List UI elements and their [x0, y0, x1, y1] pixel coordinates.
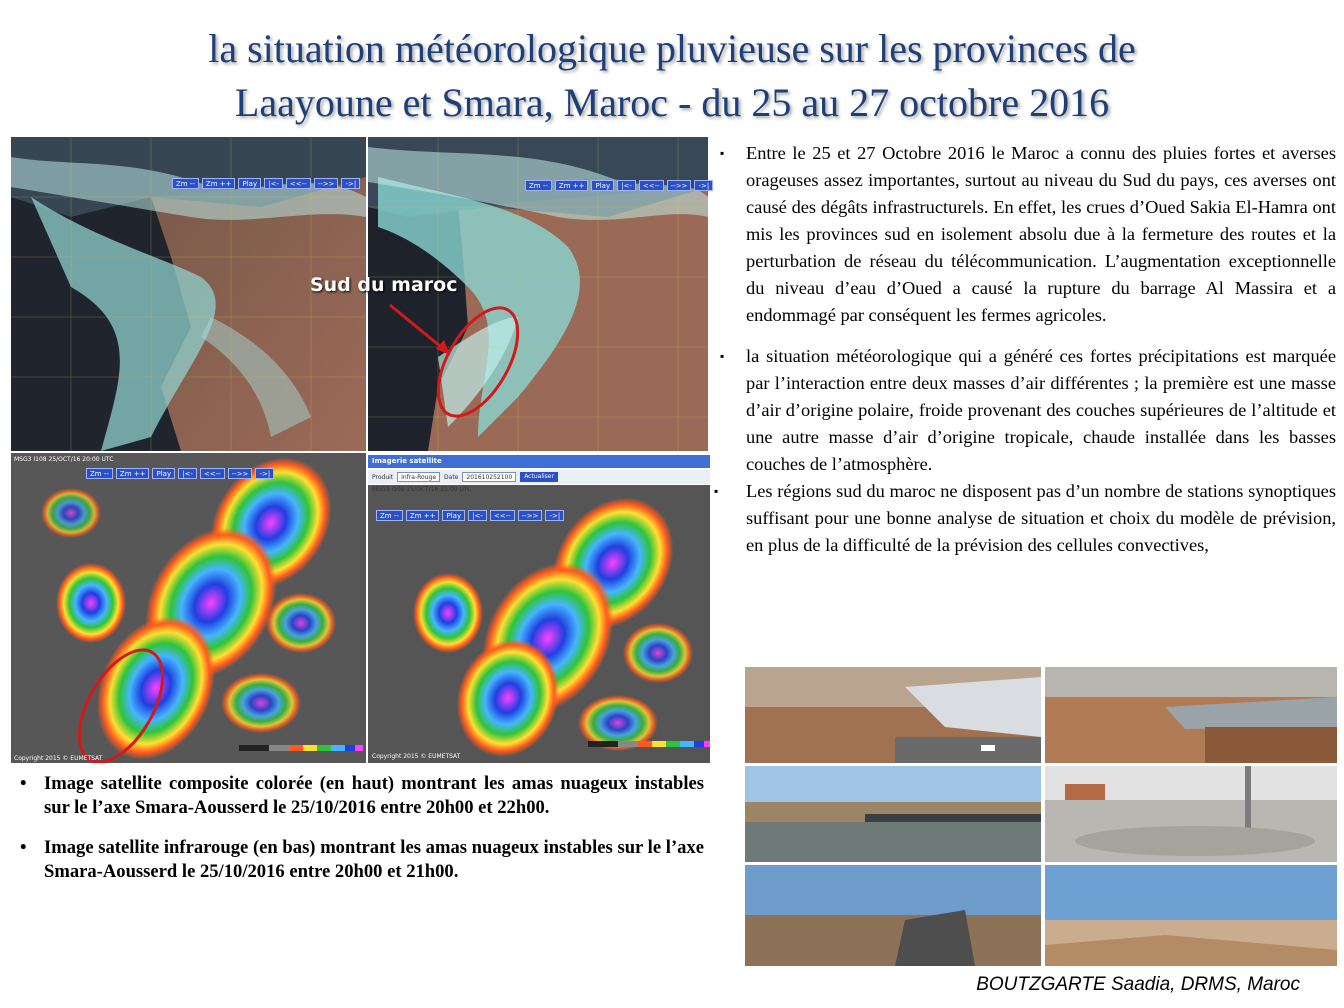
- photo-road-puddle: [1045, 766, 1337, 862]
- produit-label: Produit: [372, 473, 394, 481]
- zoom-out-button[interactable]: Zm --: [376, 510, 403, 521]
- date-label: Date: [444, 473, 459, 481]
- satellite-controls-bl: [86, 468, 274, 479]
- title-line-1: la situation météorologique pluvieuse sur les provinces de: [208, 26, 1136, 71]
- last-frame-button[interactable]: ->|: [341, 178, 360, 189]
- next-frame-button[interactable]: -->>: [314, 178, 339, 189]
- photo-broken-crossing: [745, 766, 1041, 862]
- caption-item: [14, 836, 704, 883]
- right-bullet-list: [714, 140, 1336, 559]
- prev-frame-button[interactable]: <<--: [639, 180, 664, 191]
- title-line-2: Laayoune et Smara, Maroc - du 25 au 27 octobre 2016: [234, 80, 1110, 125]
- copyright-br: Copyright 2015 © EUMETSAT: [372, 753, 461, 760]
- author-credit: BOUTZGARTE Saadia, DRMS, Maroc: [976, 974, 1300, 995]
- play-button[interactable]: Play: [591, 180, 614, 191]
- timestamp-bl: MSG3 I108 25/OCT/16 20:00 UTC: [14, 456, 114, 463]
- photo-flooded-road-1: [745, 667, 1041, 763]
- photo-flooded-wadi: [1045, 865, 1337, 966]
- bullet-text: Les régions sud du maroc ne disposent pas d’un nombre de stations synoptiques suffisant pour une bonne analyse de situation et choix du modèle de prévision, en plus de la difficulté de la prévision des cellules convectives,: [746, 481, 1336, 555]
- play-button[interactable]: Play: [152, 468, 175, 479]
- actualiser-button[interactable]: Actualiser: [520, 472, 558, 482]
- zoom-in-button[interactable]: Zm ++: [555, 180, 589, 191]
- photo-barrage-view: [745, 865, 1041, 966]
- first-frame-button[interactable]: |<-: [178, 468, 197, 479]
- play-button[interactable]: Play: [238, 178, 261, 189]
- caption-text: Image satellite infrarouge (en bas) montrant les amas nuageux instables sur le l’axe Smara-Aousserd le 25/10/2016 entre 20h00 et 21h00.: [44, 837, 704, 882]
- first-frame-button[interactable]: |<-: [468, 510, 487, 521]
- satellite-controls-tl: [172, 178, 360, 189]
- first-frame-button[interactable]: |<-: [617, 180, 636, 191]
- zoom-in-button[interactable]: Zm ++: [406, 510, 440, 521]
- zoom-out-button[interactable]: Zm --: [86, 468, 113, 479]
- play-button[interactable]: Play: [442, 510, 465, 521]
- imagerie-form: [368, 470, 710, 484]
- date-select[interactable]: 201610252100: [462, 472, 516, 482]
- bullet-dot-icon: •: [20, 773, 27, 794]
- zoom-out-button[interactable]: Zm --: [525, 180, 552, 191]
- zoom-in-button[interactable]: Zm ++: [116, 468, 150, 479]
- first-frame-button[interactable]: |<-: [264, 178, 283, 189]
- bullet-square-icon: ▪: [720, 146, 725, 160]
- sud-du-maroc-label: Sud du maroc: [310, 274, 458, 296]
- satellite-infrared-right: [368, 453, 710, 763]
- bullet-text: la situation météorologique qui a généré ces fortes précipitations est marquée par l’interaction entre deux masses d’air différentes ; la première est une masse d’air d’origine polaire, froide provenant des couches supérieures de l’altitude et une autre masse d’air d’origine tropicale, chaude installée dans les basses couches de l’atmosphère.: [746, 346, 1336, 474]
- imagerie-satellite-header: Imagerie satellite: [368, 455, 710, 468]
- caption-item: [14, 772, 704, 819]
- prev-frame-button[interactable]: <<--: [200, 468, 225, 479]
- timestamp-br: MSG3 I108 25/OCT/16 21:00 UTC: [372, 486, 472, 493]
- bullet-square-icon: ▪: [714, 484, 719, 498]
- next-frame-button[interactable]: -->>: [228, 468, 253, 479]
- page-title: [40, 22, 1304, 130]
- zoom-out-button[interactable]: Zm --: [172, 178, 199, 189]
- bullet-item: [720, 140, 1336, 329]
- satellite-infrared-left: [11, 453, 366, 763]
- prev-frame-button[interactable]: <<--: [286, 178, 311, 189]
- last-frame-button[interactable]: ->|: [694, 180, 713, 191]
- bullet-item: [720, 343, 1336, 478]
- zoom-in-button[interactable]: Zm ++: [202, 178, 236, 189]
- last-frame-button[interactable]: ->|: [255, 468, 274, 479]
- satellite-controls-br: [376, 510, 564, 521]
- bullet-square-icon: ▪: [720, 349, 725, 363]
- caption-text: Image satellite composite colorée (en haut) montrant les amas nuageux instables sur le l’axe Smara-Aousserd le 25/10/2016 entre 20h00 et 22h00.: [44, 773, 704, 818]
- prev-frame-button[interactable]: <<--: [490, 510, 515, 521]
- bullet-dot-icon: •: [20, 837, 27, 858]
- photo-flooded-road-2: [1045, 667, 1337, 763]
- bullet-item: [714, 478, 1336, 559]
- last-frame-button[interactable]: ->|: [545, 510, 564, 521]
- copyright-bl: Copyright 2015 © EUMETSAT: [14, 755, 103, 762]
- left-caption-list: [14, 772, 704, 883]
- satellite-controls-tr: [525, 180, 713, 191]
- next-frame-button[interactable]: -->>: [518, 510, 543, 521]
- produit-select[interactable]: Infra-Rouge: [397, 472, 440, 482]
- next-frame-button[interactable]: -->>: [667, 180, 692, 191]
- bullet-text: Entre le 25 et 27 Octobre 2016 le Maroc a connu des pluies fortes et averses orageuses assez importantes, surtout au niveau du Sud du pays, ces averses ont causé des dégâts infrastructurels. En effet, les crues d’Oued Sakia El-Hamra ont mis les provinces sud en isolement absolu due à la fermeture des routes et la perturbation de réseau du télécommunication. L’augmentation exceptionnelle du niveau d’eau d’Oued a causé la rupture du barrage Al Massira et a endommagé par conséquent les fermes agricoles.: [746, 143, 1336, 325]
